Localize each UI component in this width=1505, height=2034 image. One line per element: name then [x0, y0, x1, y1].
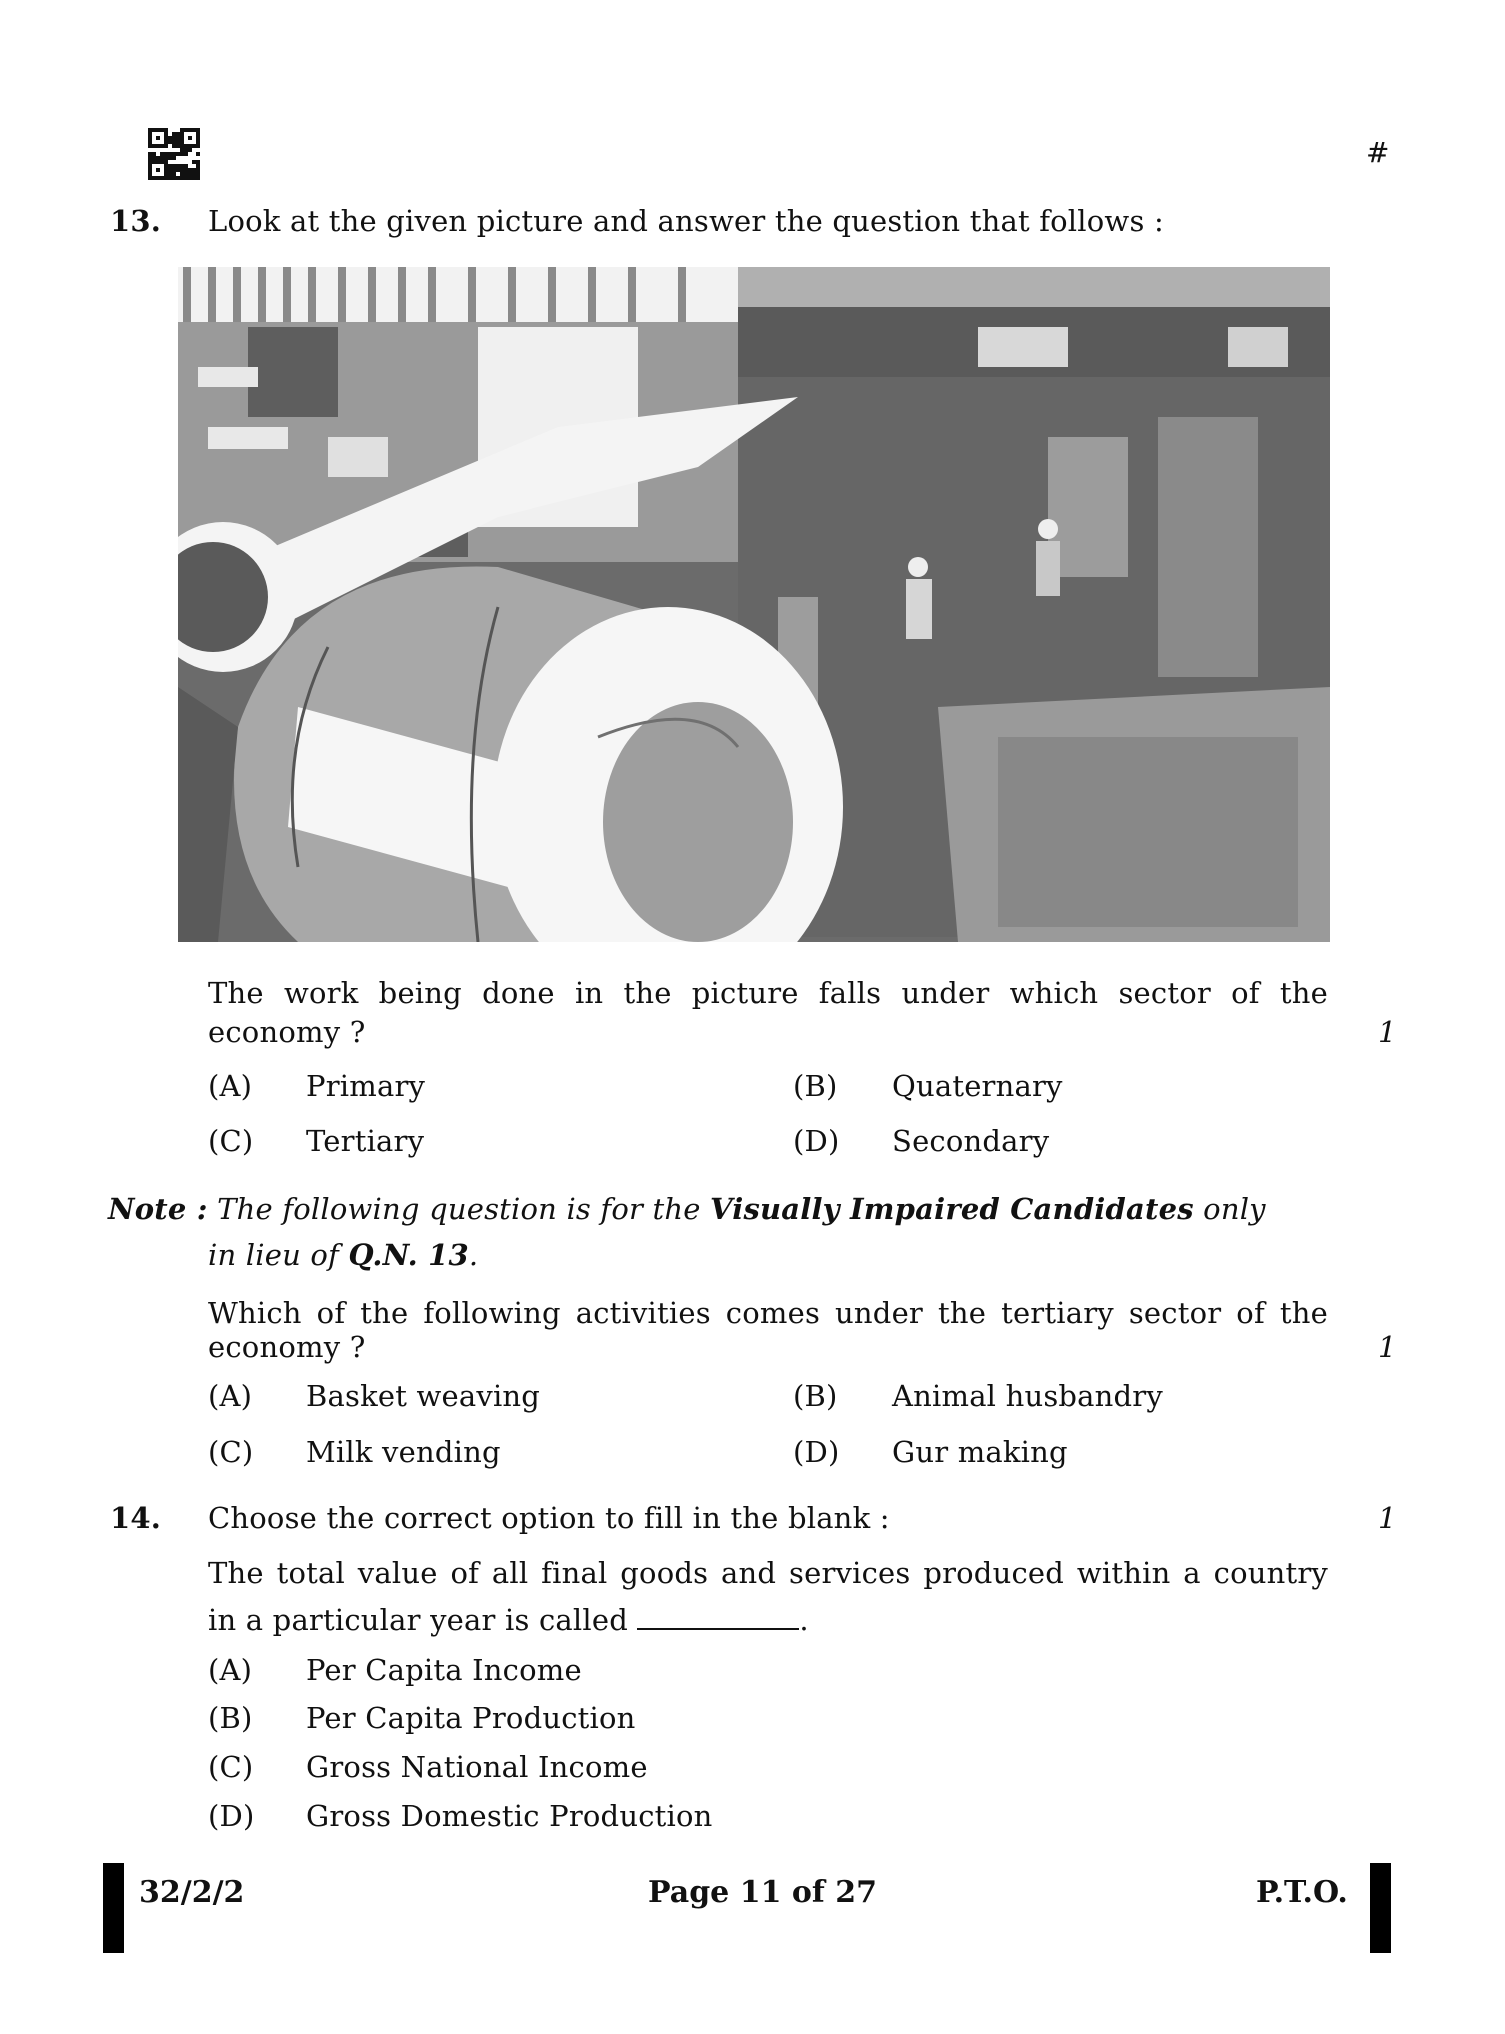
note-line1 [108, 1192, 1266, 1226]
note-option-a-text: Basket weaving [306, 1379, 541, 1413]
question-14-statement-line1: The total value of all final goods and services produced within a country [208, 1556, 1328, 1590]
question-14-statement-line2 [208, 1603, 809, 1637]
note-option-b-text: Animal husbandry [892, 1379, 1163, 1413]
note-question-line1: Which of the following activities comes under the tertiary sector of the [208, 1296, 1328, 1330]
footer-pto: P.T.O. [1256, 1875, 1348, 1910]
note-option-c-text: Milk vending [306, 1435, 501, 1469]
note-option-c-letter: (C) [208, 1435, 254, 1469]
q14-option-a-text: Per Capita Income [306, 1653, 582, 1687]
note-question-marks: 1 [1378, 1330, 1397, 1364]
q14-option-b-text: Per Capita Production [306, 1701, 636, 1735]
q14-option-a-letter: (A) [208, 1653, 253, 1687]
note-line2-bold: Q.N. 13 [348, 1238, 469, 1272]
question-13-prompt: Look at the given picture and answer the question that follows : [208, 204, 1164, 238]
qr-code-icon [148, 128, 200, 180]
factory-steel-coil-picture [178, 267, 1330, 942]
note-option-d-letter: (D) [793, 1435, 840, 1469]
q13-option-c-letter: (C) [208, 1124, 254, 1158]
question-number-13: 13. [110, 204, 162, 238]
note-question-line2: economy ? [208, 1330, 366, 1364]
statement-end: . [799, 1603, 809, 1637]
question-13-text-line1: The work being done in the picture falls under which sector of the [208, 976, 1328, 1010]
note-line2-end: . [468, 1238, 479, 1272]
question-13-marks: 1 [1378, 1015, 1397, 1049]
statement-line2-text: in a particular year is called [208, 1603, 628, 1637]
question-number-14: 14. [110, 1501, 162, 1535]
q14-option-d-text: Gross Domestic Production [306, 1799, 713, 1833]
q14-option-d-letter: (D) [208, 1799, 255, 1833]
note-text-part1: The following question is for the [217, 1192, 701, 1226]
note-bold-visually-impaired: Visually Impaired Candidates [710, 1192, 1194, 1226]
q13-option-d-text: Secondary [892, 1124, 1050, 1158]
hash-mark: # [1366, 136, 1390, 169]
q13-option-d-letter: (D) [793, 1124, 840, 1158]
q14-option-c-letter: (C) [208, 1750, 254, 1784]
note-option-b-letter: (B) [793, 1379, 838, 1413]
note-line2-text: in lieu of [208, 1238, 339, 1272]
note-text-part2: only [1203, 1192, 1266, 1226]
question-13-text-line2: economy ? [208, 1015, 366, 1049]
question-14-marks: 1 [1378, 1501, 1397, 1535]
q13-option-a-text: Primary [306, 1069, 426, 1103]
note-label: Note : [108, 1192, 208, 1226]
question-14-prompt: Choose the correct option to fill in the blank : [208, 1501, 890, 1535]
q14-option-c-text: Gross National Income [306, 1750, 648, 1784]
q13-option-c-text: Tertiary [306, 1124, 425, 1158]
q13-option-b-letter: (B) [793, 1069, 838, 1103]
note-option-a-letter: (A) [208, 1379, 253, 1413]
fill-in-blank [637, 1604, 799, 1630]
footer-paper-code: 32/2/2 [139, 1875, 245, 1910]
note-option-d-text: Gur making [892, 1435, 1068, 1469]
q14-option-b-letter: (B) [208, 1701, 253, 1735]
q13-option-b-text: Quaternary [892, 1069, 1063, 1103]
footer-right-bar [1370, 1863, 1391, 1953]
footer-page-number: Page 11 of 27 [648, 1875, 877, 1910]
footer-left-bar [103, 1863, 124, 1953]
factory-image-icon [178, 267, 1330, 942]
q13-option-a-letter: (A) [208, 1069, 253, 1103]
note-line2 [208, 1238, 478, 1272]
